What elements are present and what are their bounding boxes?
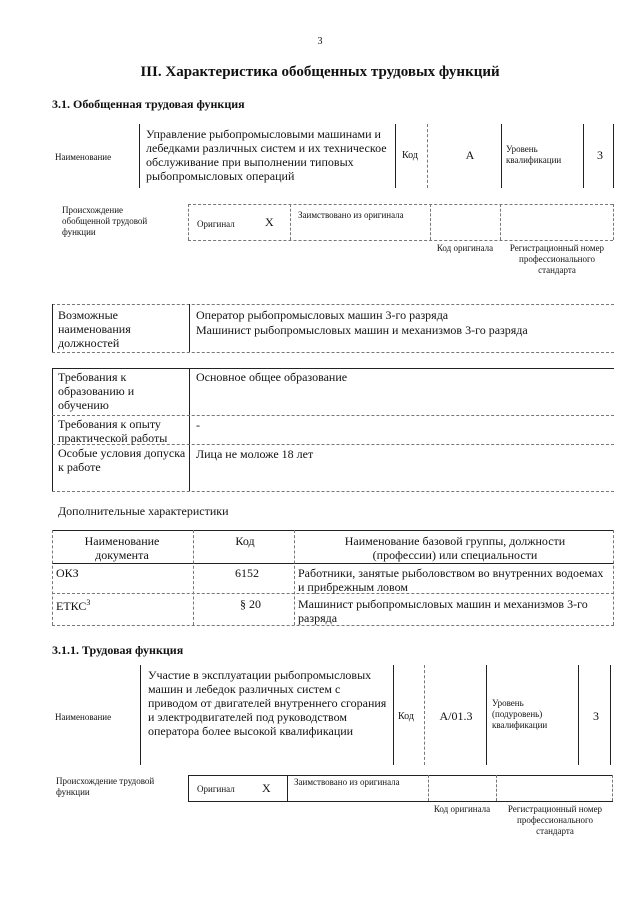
req-experience-value: -: [196, 418, 200, 432]
tf-code-value: A/01.3: [439, 709, 473, 723]
col-document-header: Наименование документа: [84, 534, 160, 562]
req-special-value: Лица не моложе 18 лет: [196, 447, 314, 461]
req-special-label: Особые условия допуска к работе: [58, 446, 186, 474]
req-experience-label: Требования к опыту практической работы: [58, 417, 168, 445]
gtf-reg-number-label: Регистрационный номер профессионального стандарта: [509, 243, 605, 275]
footnote-ref: 3: [86, 598, 91, 607]
gtf-origin-label: Происхождение обобщенной трудовой функции: [62, 205, 148, 237]
gtf-original-code-label: Код оригинала: [436, 243, 494, 253]
row-etks-name: Машинист рыбопромысловых машин и механизмов 3-го разряда: [298, 597, 588, 625]
section-title: III. Характеристика обобщенных трудовых функций: [140, 64, 500, 80]
tf-original-code-label: Код оригинала: [433, 804, 491, 814]
row-etks-doc: ЕТКС$^3$: [56, 598, 91, 613]
col-name-header: Наименование базовой группы, должности (профессии) или специальности: [344, 534, 566, 562]
tf-original-mark: X: [262, 781, 271, 795]
row-okz-name: Работники, занятые рыболовством во внутренних водоемах и прибрежным ловом: [298, 566, 604, 594]
positions-label: Возможные наименования должностей: [58, 308, 131, 350]
tf-original-label: Оригинал: [197, 784, 235, 794]
tf-name-value: Участие в эксплуатации рыбопромысловых машин и лебедок различных систем с приводом от двигателей внутреннего сгорания и электродвигателей под руководством оператора более высокой квалификации: [148, 668, 387, 738]
gtf-original-label: Оригинал: [197, 219, 235, 229]
tf-origin-label: Происхождение трудовой функции: [56, 776, 155, 797]
col-code-header: Код: [235, 534, 255, 548]
gtf-code-value: А: [465, 148, 475, 162]
req-education-value: Основное общее образование: [196, 370, 348, 384]
tf-level-label: Уровень (подуровень) квалификации: [492, 698, 548, 730]
gtf-level-label: Уровень квалификации: [506, 144, 562, 165]
position-1: Оператор рыбопромысловых машин 3-го разряда: [196, 308, 449, 322]
req-education-label: Требования к образованию и обучению: [58, 370, 135, 412]
tf-name-label: Наименование: [55, 712, 112, 722]
gtf-heading: 3.1. Обобщенная трудовая функция: [52, 97, 245, 111]
row-okz-code: 6152: [235, 566, 259, 580]
gtf-level-value: 3: [597, 148, 603, 162]
gtf-original-mark: X: [265, 215, 274, 229]
tf-code-label: Код: [398, 711, 414, 722]
additional-heading: Дополнительные характеристики: [58, 504, 229, 518]
row-okz-doc: ОКЗ: [56, 566, 79, 580]
position-2: Машинист рыбопромысловых машин и механизмов 3-го разряда: [196, 323, 528, 337]
gtf-name-value: Управление рыбопромысловыми машинами и лебедками различных систем и их техническое обслуживание при выполнении типовых рыбопромысловых операций: [146, 127, 387, 183]
gtf-borrowed-label: Заимствовано из оригинала: [298, 210, 404, 220]
tf-heading: 3.1.1. Трудовая функция: [52, 643, 184, 657]
gtf-code-label: Код: [402, 150, 418, 161]
gtf-name-label: Наименование: [55, 152, 112, 162]
tf-level-value: 3: [593, 709, 599, 723]
row-etks-code: § 20: [240, 597, 261, 611]
tf-reg-number-label: Регистрационный номер профессионального стандарта: [507, 804, 603, 836]
tf-borrowed-label: Заимствовано из оригинала: [294, 777, 400, 787]
page-number: 3: [317, 36, 323, 47]
